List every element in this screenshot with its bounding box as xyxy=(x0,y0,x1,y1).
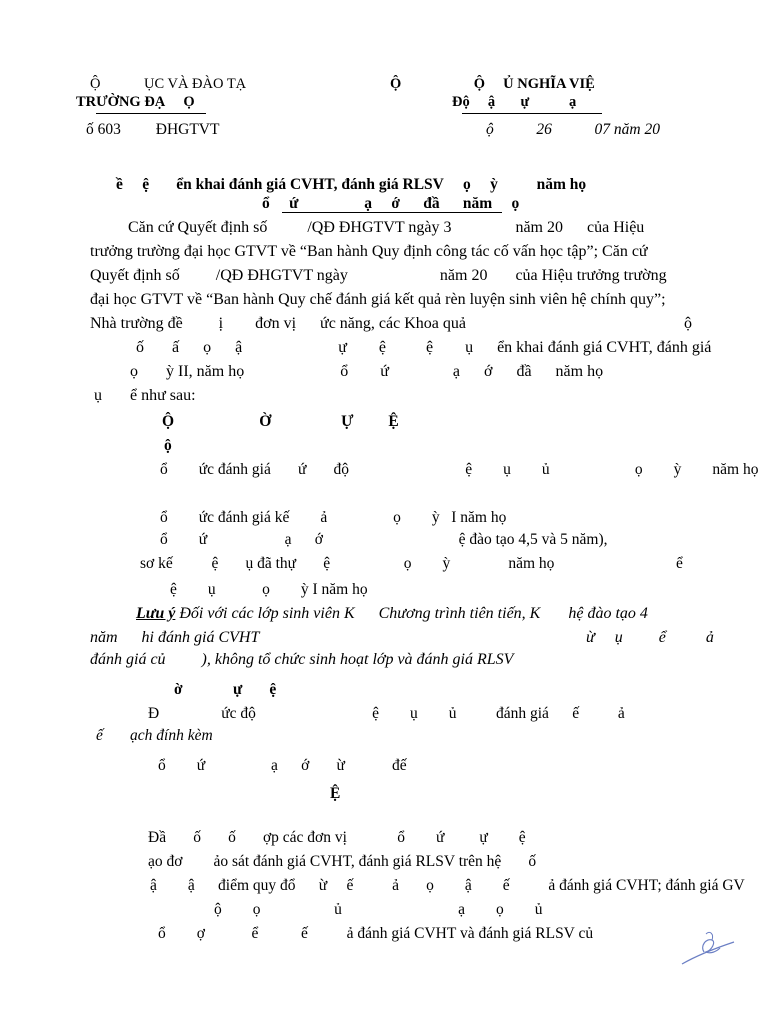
ministry-name: Ộ ỤC VÀ ĐÀO TẠ xyxy=(90,76,247,92)
body-line-2: trưởng trường đại học GTVT về “Ban hành Quy định công tác cố vấn học tập”; Căn cứ xyxy=(90,243,648,260)
body-line-5: Nhà trường đề ị đơn vị ức năng, các Khoa quả xyxy=(90,315,466,332)
section-1-item-4-end: ể xyxy=(676,555,683,572)
section-1-item-4: sơ kế ệ ụ đã thự ệ ọ ỳ năm họ xyxy=(140,555,555,572)
document-date: ộ 26 07 năm 20 xyxy=(486,121,660,138)
body-line-6: ố ấ ọ ậ ự ệ ệ ụ ển khai đánh giá CVHT, đánh giá xyxy=(136,339,712,356)
section-2-line-3-right: đế xyxy=(392,757,407,774)
note-text-1: Đối với các lớp sinh viên K Chương trình tiên tiến, K hệ đào tạo 4 xyxy=(175,605,648,622)
note-line-1 xyxy=(136,604,648,624)
header-right-underline xyxy=(462,113,602,114)
section-2-line-1-left: Đ ức độ ệ ụ ủ xyxy=(148,705,457,722)
section-2-line-3-left: ổ ứ ạ ớ ừ xyxy=(158,757,345,774)
national-motto: Độ ậ ự ạ xyxy=(452,94,577,110)
subject-underline xyxy=(282,212,502,213)
section-2-line-1-right: đánh giá ế ả xyxy=(496,705,625,722)
body-line-5-end: ộ xyxy=(684,315,692,332)
section-2-line-2: ế ạch đính kèm xyxy=(96,727,213,744)
initials-signature xyxy=(676,926,740,970)
subject-line-1: ề ệ ển khai đánh giá CVHT, đánh giá RLSV ọ ỳ năm họ xyxy=(116,176,587,193)
header-left-underline xyxy=(96,113,206,114)
section-1-item-3: ổ ứ ạ ớ ệ đào tạo 4,5 và 5 năm), xyxy=(160,531,608,548)
body-line-1: Căn cứ Quyết định số /QĐ ĐHGTVT ngày 3 năm 20 của Hiệu xyxy=(128,219,645,236)
section-2-title: ờ ự ệ xyxy=(174,681,277,698)
subject-line-2: ổ ứ ạ ớ đầ năm ọ xyxy=(262,195,520,212)
section-3-item-1: Đầ ố ố ợp các đơn vị ổ ứ ự ệ xyxy=(148,829,526,846)
note-label: Lưu ý xyxy=(136,605,176,622)
section-1-subtitle: ộ xyxy=(164,437,172,454)
section-1-item-5: ệ ụ ọ ỳ I năm họ xyxy=(170,581,368,598)
note-line-2-left: năm hi đánh giá CVHT xyxy=(90,629,260,646)
document-number: ố 603 ĐHGTVT xyxy=(86,121,220,138)
body-line-8: ụ ể như sau: xyxy=(94,387,196,404)
section-3-item-2: ạo đơ ảo sát đánh giá CVHT, đánh giá RLSV trên hệ ố xyxy=(148,853,537,870)
university-name: TRƯỜNG ĐẠ Ọ xyxy=(76,94,195,110)
note-line-2-right: ừ ụ ể ả xyxy=(586,629,714,646)
body-line-4: đại học GTVT về “Ban hành Quy chế đánh giá kết quả rèn luyện sinh viên hệ chính quy”; xyxy=(90,291,666,308)
section-1-title: Ộ Ờ Ự Ệ xyxy=(162,413,399,430)
section-1-item-1: ổ ức đánh giá ứ độ ệ ụ ủ ọ ỳ năm họ xyxy=(160,461,759,478)
section-3-title: Ệ xyxy=(330,785,341,802)
body-line-3: Quyết định số /QĐ ĐHGTVT ngày năm 20 của Hiệu trưởng trường xyxy=(90,267,667,284)
national-title: Ộ Ộ Ủ NGHĨA VIỆ xyxy=(390,76,595,92)
section-3-item-5: ổ ợ ể ế ả đánh giá CVHT và đánh giá RLSV củ xyxy=(158,925,594,942)
section-1-item-2: ổ ức đánh giá kế ả ọ ỳ I năm họ xyxy=(160,509,507,526)
section-3-item-3: ậ ậ điểm quy đổ ừ ế ả ọ ậ ế ả đánh giá CVHT; đánh giá GV xyxy=(150,877,745,894)
body-line-7: ọ ỳ II, năm họ ổ ứ ạ ớ đầ năm họ xyxy=(130,363,604,380)
section-3-item-4: ộ ọ ủ ạ ọ ủ xyxy=(214,901,543,918)
note-line-3: đánh giá củ ), không tổ chức sinh hoạt lớp và đánh giá RLSV xyxy=(90,651,514,668)
